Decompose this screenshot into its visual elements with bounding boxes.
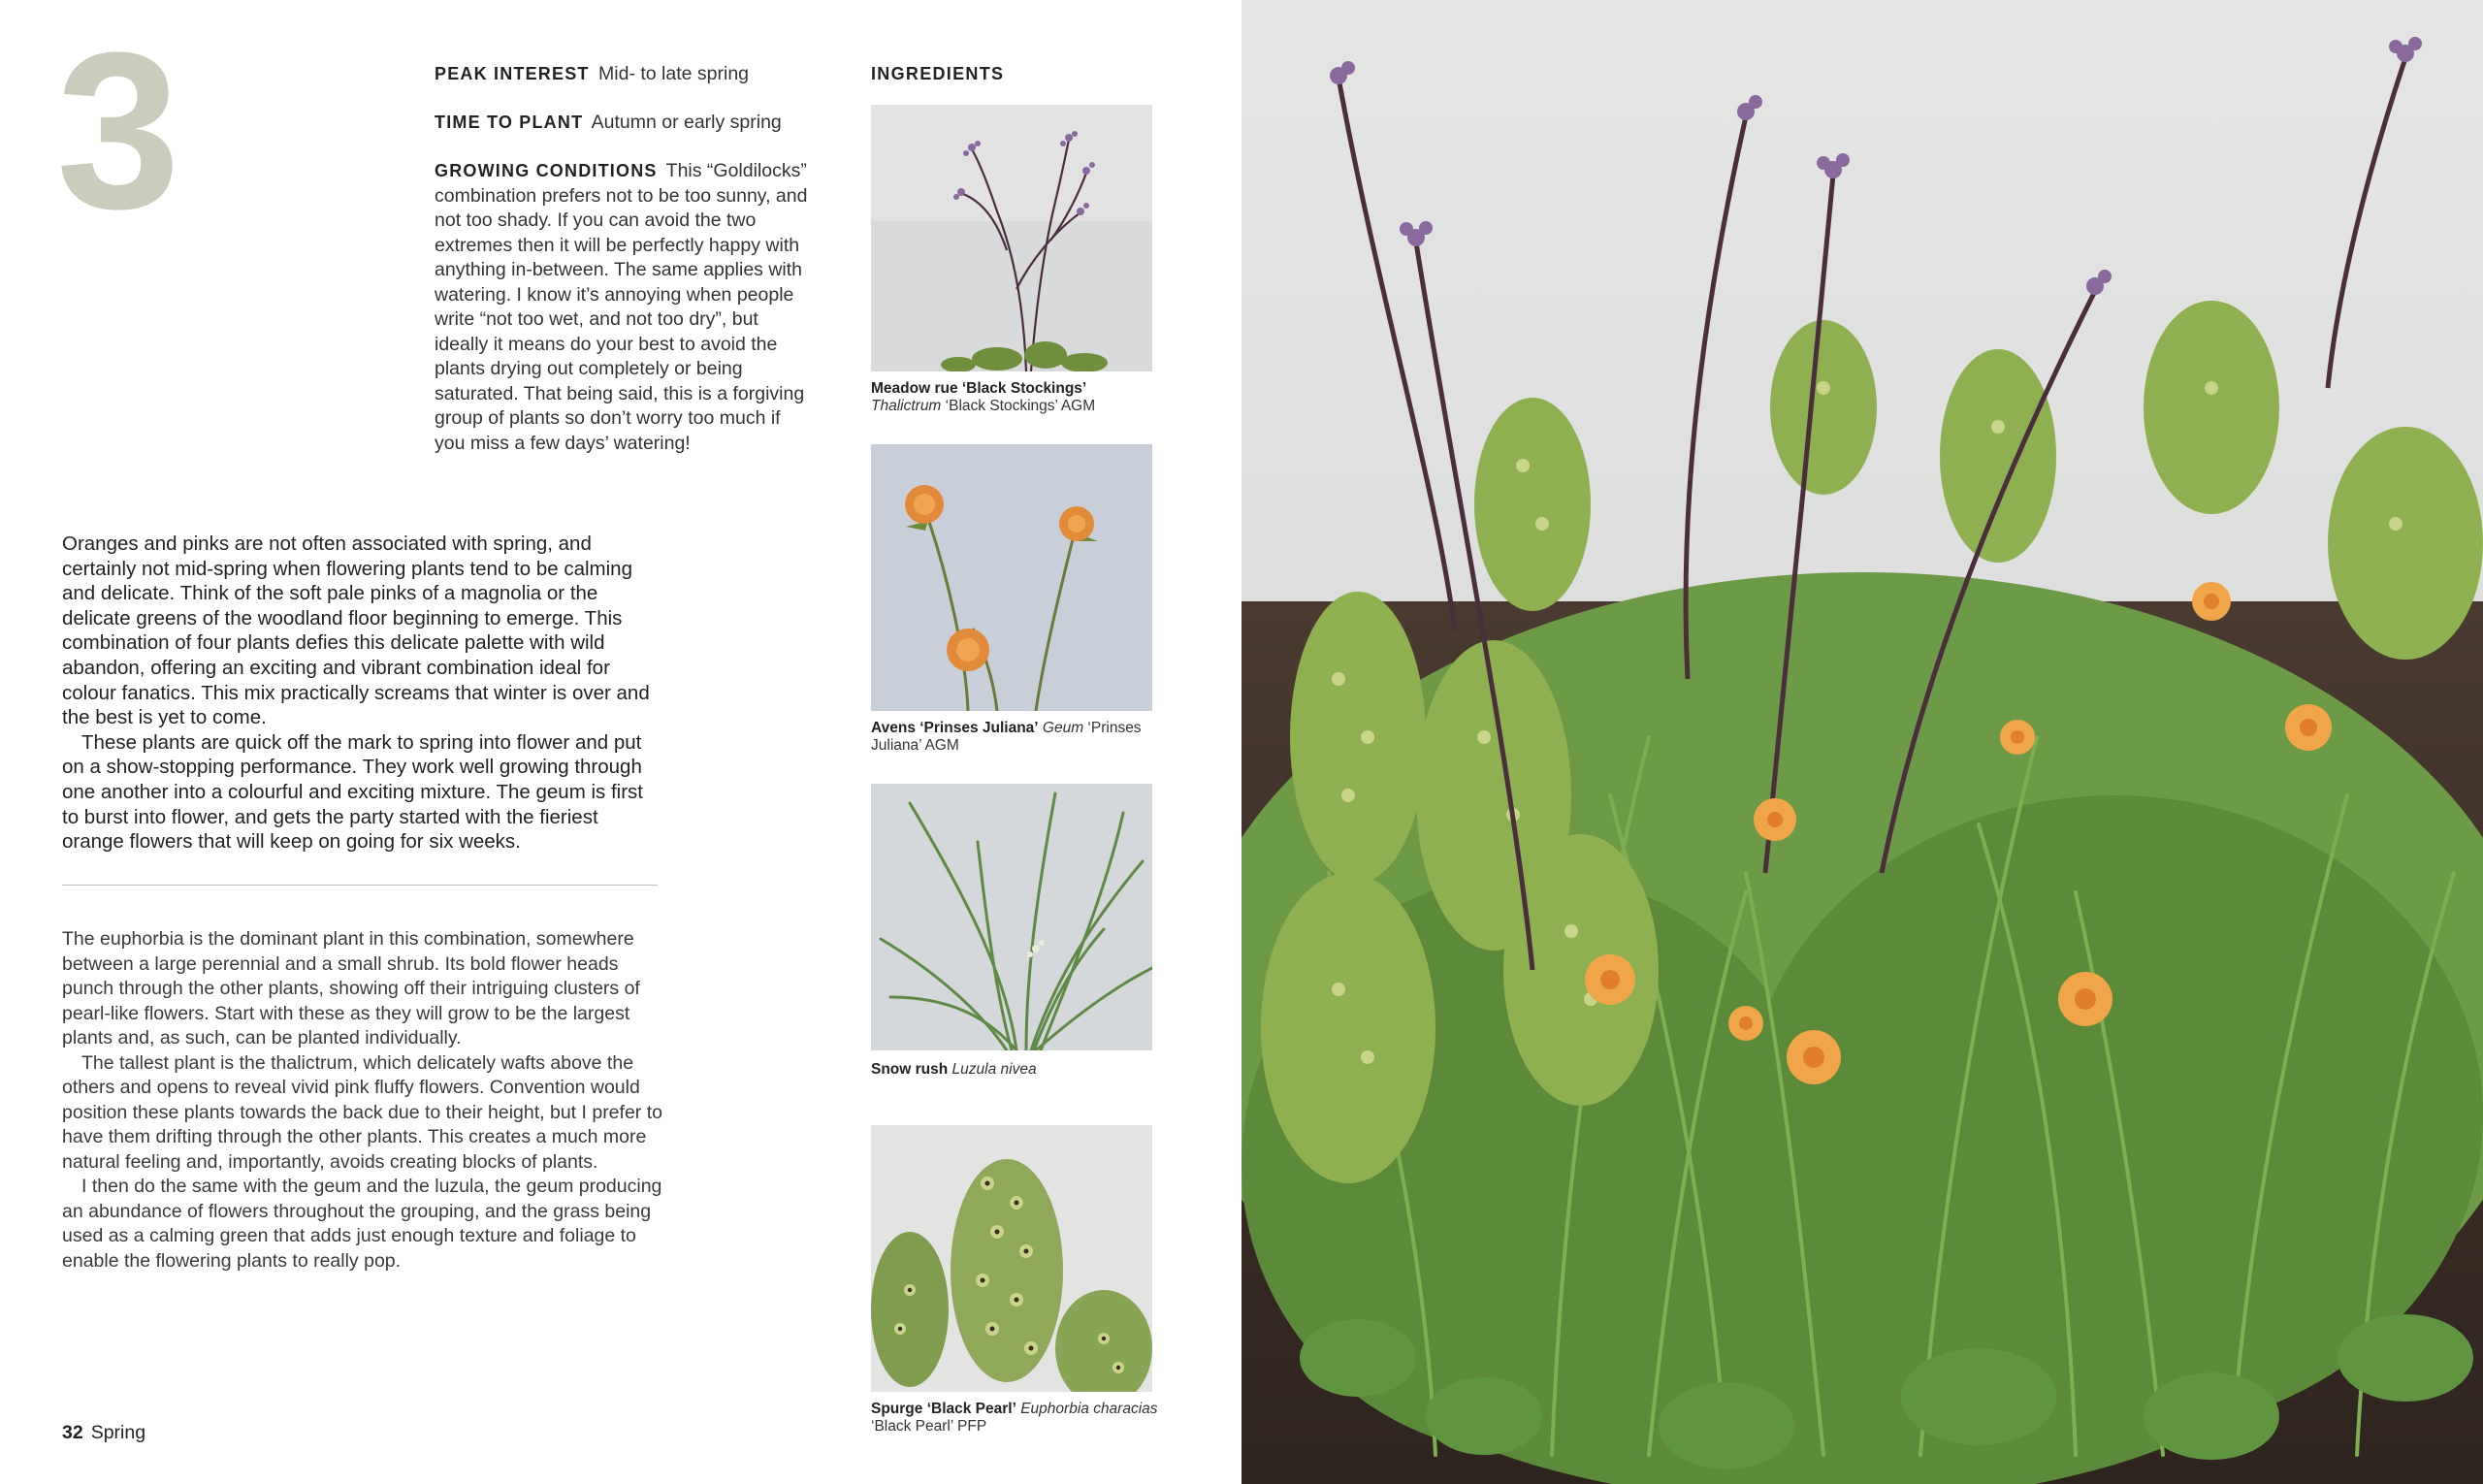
thalictrum-photo	[871, 105, 1152, 371]
ingredient-latin-name: Thalictrum	[871, 398, 942, 414]
divider	[62, 885, 658, 886]
garden-photo	[1242, 0, 2483, 1484]
ingredient-common-name: Snow rush	[871, 1061, 949, 1078]
intro-text	[62, 532, 663, 855]
time-to-plant	[435, 111, 808, 136]
ingredient-latin-name: Geum	[1042, 720, 1084, 736]
ingredient-suffix: ‘Black Pearl’ PFP	[871, 1418, 987, 1435]
section-number: 3	[56, 6, 177, 255]
page-footer	[62, 1422, 145, 1444]
luzula-photo	[871, 784, 1152, 1050]
time-to-plant-label: TIME TO PLANT	[435, 113, 584, 132]
ingredients-heading: INGREDIENTS	[871, 64, 1005, 83]
intro-paragraph: Oranges and pinks are not often associated with spring, and certainly not mid-spring when flowering plants tend to be calming and delicate. Think of the soft pale pinks of a magnolia or the delicate greens of the woodland floor beginning to emerge. This combination of four plants defies this delicate palette with wild abandon, offering an exciting and vibrant combination ideal for colour fanatics. This mix practically screams that winter is over and the best is yet to come.	[62, 532, 650, 729]
geum-photo	[871, 444, 1152, 711]
growing-conditions	[435, 159, 808, 456]
intro-paragraph: These plants are quick off the mark to spring into flower and put on a show-stopping performance. They work well growing through one another into a colourful and exciting mixture. The geum is first to burst into flower, and gets the party started with the fieriest orange flowers that will keep on going for six weeks.	[62, 730, 643, 854]
page-number: 32	[62, 1422, 83, 1443]
body-paragraph: The tallest plant is the thalictrum, which delicately wafts above the others and opens to reveal vivid pink fluffy flowers. Convention would position these plants towards the back due to their height, but I prefer to have them drifting through the other plants. This creates a much more natural feeling and, importantly, avoids creating blocks of plants.	[62, 1051, 662, 1173]
ingredient-suffix: ‘Prinses Juliana’ AGM	[871, 720, 1142, 754]
body-paragraph: I then do the same with the geum and the luzula, the geum producing an abundance of flowers throughout the grouping, and the grass being used as a calming green that adds just enough texture and foliage to enable the flowering plants to really pop.	[62, 1176, 662, 1272]
ingredient-common-name: Spurge ‘Black Pearl’	[871, 1401, 1016, 1417]
euphorbia-photo	[871, 1125, 1152, 1392]
ingredient-caption	[871, 1401, 1162, 1436]
peak-interest-label: PEAK INTEREST	[435, 64, 590, 83]
growing-conditions-value: This “Goldilocks” combination prefers not to be too sunny, and not too shady. If you can avoid the two extremes then it will be perfectly happy with anything in-between. The same applies with watering. I know it’s annoying when people write “not too wet, and not too dry”, but ideally it means do your best to avoid the plants drying out completely or being saturated. That being said, this is a forgiving group of plants so don’t worry too much if you miss a few days’ watering!	[435, 160, 808, 454]
ingredient-common-name: Avens ‘Prinses Juliana’	[871, 720, 1039, 736]
time-to-plant-value: Autumn or early spring	[591, 112, 782, 133]
body-text	[62, 927, 663, 1274]
ingredient-caption	[871, 380, 1162, 415]
peak-interest	[435, 62, 808, 87]
ingredient-caption	[871, 1061, 1162, 1079]
section-name: Spring	[90, 1422, 146, 1443]
ingredient-latin-name: Luzula nivea	[951, 1061, 1037, 1078]
growing-conditions-label: GROWING CONDITIONS	[435, 161, 658, 180]
ingredient-suffix: ‘Black Stockings’ AGM	[941, 398, 1096, 414]
ingredient-common-name: Meadow rue ‘Black Stockings’	[871, 380, 1087, 397]
ingredient-caption	[871, 720, 1162, 755]
peak-interest-value: Mid- to late spring	[598, 63, 750, 84]
ingredient-latin-name: Euphorbia characias	[1020, 1401, 1158, 1417]
body-paragraph: The euphorbia is the dominant plant in this combination, somewhere between a large perennial and a small shrub. Its bold flower heads punch through the other plants, showing off their intriguing clusters of pearl-like flowers. Start with these as they will grow to be the largest plants and, as such, can be planted individually.	[62, 928, 640, 1048]
